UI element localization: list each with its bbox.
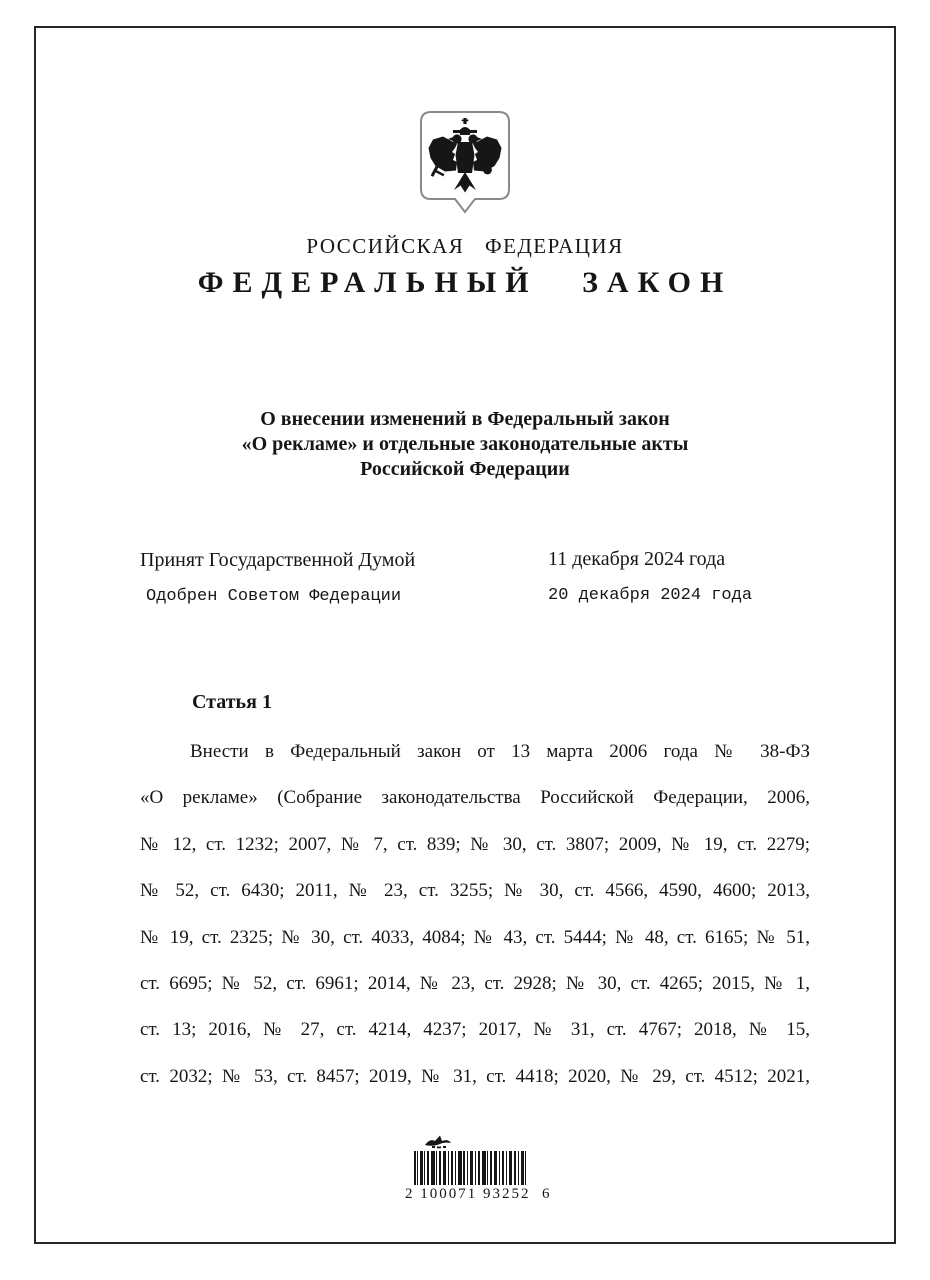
body-line: «О рекламе» (Собрание законодательства Российской Федерации, 2006, [140, 787, 810, 809]
document-type-heading: ФЕДЕРАЛЬНЫЙ ЗАКОН [197, 266, 733, 299]
country-header: РОССИЙСКАЯ ФЕДЕРАЦИЯ [306, 234, 624, 258]
body-line: Внести в Федеральный закон от 13 марта 2006 года № 38-ФЗ [190, 741, 810, 762]
adopted-by-duma-label: Принят Государственной Думой [140, 549, 416, 571]
body-line: ст. 6695; № 52, ст. 6961; 2014, № 23, ст. 2928; № 30, ст. 4265; 2015, № 1, [140, 972, 810, 994]
article-1-heading: Статья 1 [192, 691, 272, 713]
approved-by-council-label: Одобрен Советом Федерации [146, 587, 402, 606]
body-line: ст. 2032; № 53, ст. 8457; 2019, № 31, ст. 4418; 2020, № 29, ст. 4512; 2021, [140, 1065, 810, 1087]
law-title-line-2: «О рекламе» и отдельные законодательные акты [241, 433, 689, 455]
body-line: ст. 13; 2016, № 27, ст. 4214, 4237; 2017, № 31, ст. 4767; 2018, № 15, [140, 1019, 810, 1041]
body-line: № 19, ст. 2325; № 30, ст. 4033, 4084; № 43, ст. 5444; № 48, ст. 6165; № 51, [140, 926, 810, 948]
law-title [115, 407, 815, 482]
body-line: № 12, ст. 1232; 2007, № 7, ст. 839; № 30, ст. 3807; 2009, № 19, ст. 2279; [140, 833, 810, 855]
body-line: № 52, ст. 6430; 2011, № 23, ст. 3255; № 30, ст. 4566, 4590, 4600; 2013, [140, 880, 810, 902]
barcode-stamp-icon [423, 1134, 455, 1150]
approved-date: 20 декабря 2024 года [548, 586, 753, 605]
barcode-digits: 2 100071 93252 6 [405, 1186, 552, 1202]
registration-barcode [405, 1134, 552, 1204]
adopted-date: 11 декабря 2024 года [548, 548, 726, 570]
article-body [140, 729, 810, 1100]
law-title-line-1: О внесении изменений в Федеральный закон [260, 408, 670, 430]
russia-coat-of-arms-icon [419, 110, 511, 214]
barcode-bars [414, 1151, 526, 1185]
law-title-line-3: Российской Федерации [360, 458, 570, 480]
